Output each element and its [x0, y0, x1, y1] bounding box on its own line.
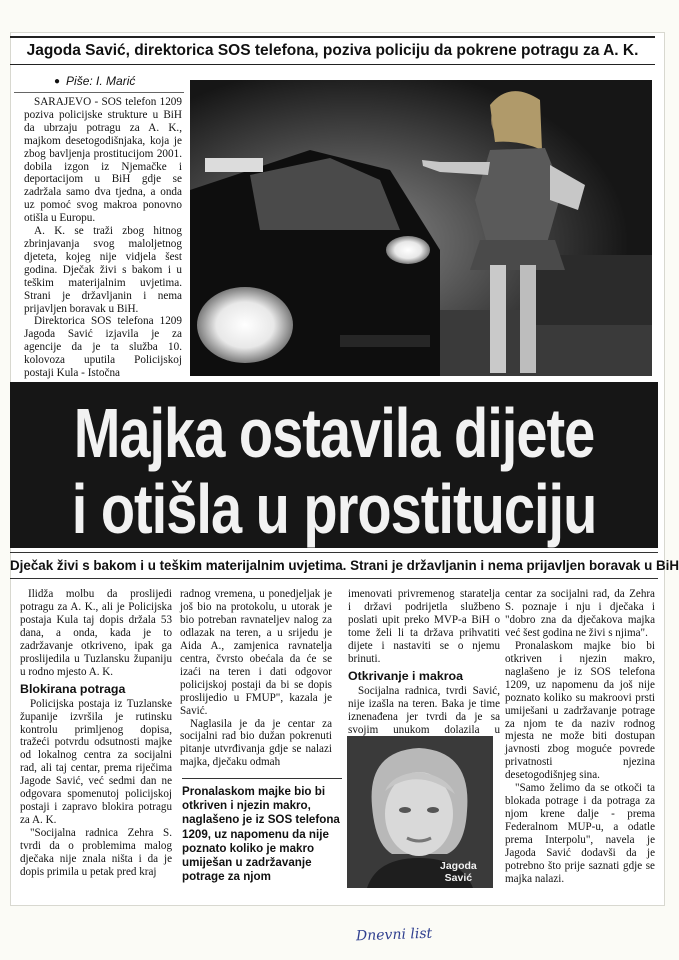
body-paragraph: Pronalaskom majke bio bi otkriven i njezin makro, naglašeno je iz SOS telefona 1209, uz napomenu da još nije poznato koliko su makroovi prsti umiješani u zadržavanje potrage za njom te da naziv rodnog mjesta ne može biti dostupan javnosti zbog moguće povrede privatnosti njezina desetogodišnjeg sina. [505, 639, 655, 782]
body-paragraph: Ilidža molbu da proslijedi potragu za A. K., ali je Policijska postaja Kula taj dopis držala 53 dana, a onda, kada je to zadržavanje otkriveno, ipak ga proslijedila u Tuzlansku županiju u rodno mjesto A. K. [20, 588, 172, 678]
article-kicker: Jagoda Savić, direktorica SOS telefona, poziva policiju da pokrene potragu za A. K. [10, 36, 655, 65]
intro-column [24, 96, 182, 380]
divider [10, 578, 658, 579]
caption-first-name: Jagoda [440, 860, 477, 872]
divider [10, 552, 658, 553]
headline-line-2: i otišla u prostituciju [71, 469, 597, 548]
body-column-1 [20, 588, 172, 879]
body-column-4 [505, 588, 655, 886]
pull-quote: Pronalaskom majke bio bi otkriven i njezin makro, naglašeno je iz SOS telefona 1209, uz napomenu da nije poznato koliko je makro umiješan u zadržavanje potrage za njom [182, 778, 342, 884]
intro-paragraph: A. K. se traži zbog hitnog zbrinjavanja svog maloljetnog djeteta, kojeg nije vidjela šest godina. Dječak živi s bakom i u teškim materijalnim uvjetima. Strani je državljanin i nema prijavljen boravak u BiH. [24, 225, 182, 315]
street-photo [190, 80, 652, 376]
bullet-icon: ● [54, 75, 61, 87]
portrait-caption [440, 860, 477, 884]
headline-band [10, 382, 658, 548]
body-paragraph: "Socijalna radnica Zehra S. tvrdi da o problemima malog dječaka nije znala ništa i da je dopis primila u petak pred kraj [20, 827, 172, 879]
body-paragraph: Naglasila je da je centar za socijalni rad bio dužan pokrenuti pitanje utvrđivanja gdje se nalazi majka, dječaku odmah [180, 717, 332, 769]
intro-paragraph: SARAJEVO - SOS telefon 1209 poziva policijske strukture u BiH da ubrzaju potragu za A. K., majkom desetogodišnjaka, koja je zbog bavljenja prostitucijom 2001. dobila izgon iz Njemačke i deportacijom u BiH gdje se zadržala samo dva tjedna, a onda uz pomoć svog makroa ponovno otišla u Europu. [24, 96, 182, 225]
body-paragraph: Policijska postaja iz Tuzlanske županije izvršila je rutinsku kontrolu primljenog dopisa, tražeći potvrdu odsutnosti majke od lokalnog centra za socijalni rad, ali taj centar, prema riječima Jagode Savić, već sedmi dan ne odgovara spomenutoj policijskoj postaji i zapravo blokira potragu za A. K. [20, 697, 172, 827]
handwritten-source-note: Dnevni list [355, 925, 433, 945]
subheading-otkrivanje-i-makroa: Otkrivanje i makroa [348, 668, 464, 683]
article-deck: Dječak živi s bakom i u teškim materijalnim uvjetima. Strani je državljanin i nema prijavljen boravak u BiH [10, 558, 679, 573]
caption-last-name: Savić [444, 872, 473, 884]
body-paragraph: Socijalna radnica, tvrdi Savić, nije izašla na teren. Baka je time iznenađena jer tvrdi da je sa svojim unukom dolazila u [348, 684, 500, 736]
byline-rule [14, 92, 184, 93]
body-paragraph: radnog vremena, u ponedjeljak je još bio na protokolu, u utorak je bio potreban ravnateljev nalog za odlazak na teren, a u srijedu je Aida A., zamjenica ravnatelja centra, čvrsto obećala da će se izaći na teren i dati odgovor policijskoj postaji da bi se dopis proslijedio u FMUP", kazala je Savić. [180, 588, 332, 717]
body-column-3 [348, 588, 500, 749]
subheading-blokirana-potraga: Blokirana potraga [20, 681, 126, 696]
street-scene-illustration [190, 80, 652, 376]
body-paragraph: imenovati privremenog staratelja i državi podrijetla službeno poslati upit preko MVP-a BiH o tome želi li ta država prihvatiti dijete i nastaviti se o njemu brinuti. [348, 588, 500, 665]
headline-line-1: Majka ostavila dijete [73, 393, 595, 472]
body-paragraph: centar za socijalni rad, da Zehra S. poznaje i nju i dječaka i "dobro zna da dječakova majka već šest godina ne živi s njima". [505, 588, 655, 639]
intro-paragraph: Direktorica SOS telefona 1209 Jagoda Savić izjavila je za agencije da je ta služba 10. kolovoza uputila Policijskoj postaji Kula - Istočna [24, 315, 182, 380]
body-column-2 [180, 588, 332, 769]
byline-text: Piše: I. Marić [66, 74, 136, 88]
body-paragraph: "Samo želimo da se otkoči ta blokada potrage i da potraga za njom krene dalje - prema Federalnom MUP-u, a odatle prema Interpolu", navela je Jagoda Savić dodavši da je potrebno što prije saznati gdje se majka nalazi. [505, 782, 655, 885]
byline [54, 74, 135, 88]
